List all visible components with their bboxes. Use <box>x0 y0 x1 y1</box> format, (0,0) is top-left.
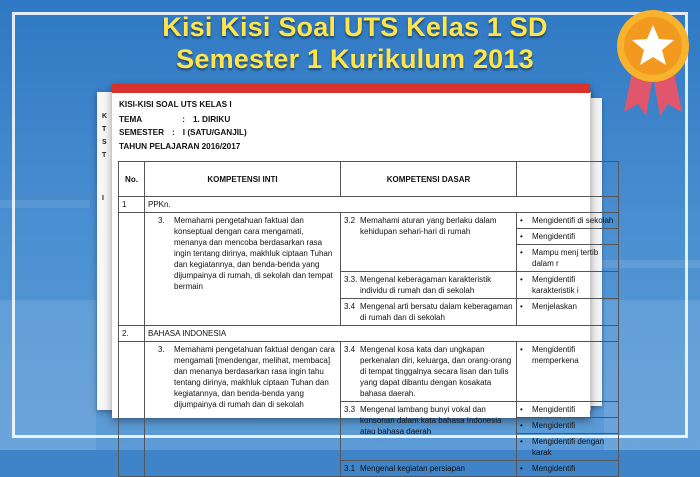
table-header-row <box>119 162 619 197</box>
kd-cell: 3.2 Memahami aturan yang berlaku dalam kehidupan sehari-hari di rumah <box>341 213 517 272</box>
indikator-cell: • Mengidentifi karakteristik i <box>517 272 619 299</box>
table-row <box>119 213 619 272</box>
kd-cell: 3.4 Mengenal kosa kata dan ungkapan perkenalan diri, keluarga, dan orang-orang di tempat tinggalnya secara lisan dan tulis yang dapat dibantu dengan kosakata bahasa daerah. <box>341 342 517 402</box>
kisi-kisi-table <box>118 161 619 477</box>
col-header-ki: KOMPETENSI INTI <box>145 162 341 197</box>
back-sheet-letters: K T S T I <box>102 113 108 202</box>
col-header-no: No. <box>119 162 145 197</box>
document-sheet <box>112 84 614 473</box>
ki-cell: 3. Memahami pengetahuan faktual dan konseptual dengan cara mengamati, menanya dan mencoba berdasarkan rasa ingin tentang dirinya, makhluk ciptaan Tuhan dan kegiatannya, dan benda-benda yang dijumpainya di rumah, di sekolah dan tempat bermain <box>145 213 341 326</box>
ki-cell: 3. Memahami pengetahuan faktual dengan cara mengamati [mendengar, melihat, membaca] dan menanya berdasarkan rasa ingin tahu tentang dirinya, makhluk ciptaan Tuhan dan kegiatannya, dan benda-benda yang dijumpainya di rumah dan di sekolah <box>145 342 341 477</box>
medal-star-icon <box>612 4 694 120</box>
row-no: 2. <box>119 326 145 342</box>
table-row <box>119 342 619 402</box>
col-header-kd: KOMPETENSI DASAR <box>341 162 517 197</box>
doc-tema: TEMA : 1. DIRIKU <box>119 115 231 124</box>
table-row <box>119 326 619 342</box>
row-subject: PPKn. <box>145 197 619 213</box>
indikator-cell: • Mengidentifi • Mengidentifi • Mengidentifi dengan karak <box>517 402 619 461</box>
row-no: 1 <box>119 197 145 213</box>
kd-cell: 3.1 Mengenal kegiatan persiapan <box>341 461 517 477</box>
indikator-cell: • Mengidentifi <box>517 461 619 477</box>
banner-title-line1: Kisi Kisi Soal UTS Kelas 1 SD <box>162 12 548 42</box>
table-row <box>119 197 619 213</box>
col-header-indikator <box>517 162 619 197</box>
banner-title-line2: Semester 1 Kurikulum 2013 <box>176 44 534 74</box>
doc-heading: KISI-KISI SOAL UTS KELAS I <box>119 100 232 109</box>
indikator-cell: • Mengidentifi memperkena <box>517 342 619 402</box>
indikator-cell: • Mengidentifi di sekolah • Mengidentifi • Mampu menj tertib dalam r <box>517 213 619 272</box>
row-subject: BAHASA INDONESIA <box>145 326 619 342</box>
doc-semester: SEMESTER : I (SATU/GANJIL) <box>119 128 247 137</box>
kd-cell: 3.4 Mengenal arti bersatu dalam keberagaman di rumah dan di sekolah <box>341 299 517 326</box>
indikator-cell: • Menjelaskan <box>517 299 619 326</box>
kd-cell: 3.3 Mengenal lambang bunyi vokal dan konsonan dalam kata bahasa Indonesia atau bahasa daerah <box>341 402 517 461</box>
doc-tahun: TAHUN PELAJARAN 2016/2017 <box>119 142 241 151</box>
kd-cell: 3.3. Mengenal keberagaman karakteristik individu di rumah dan di sekolah <box>341 272 517 299</box>
